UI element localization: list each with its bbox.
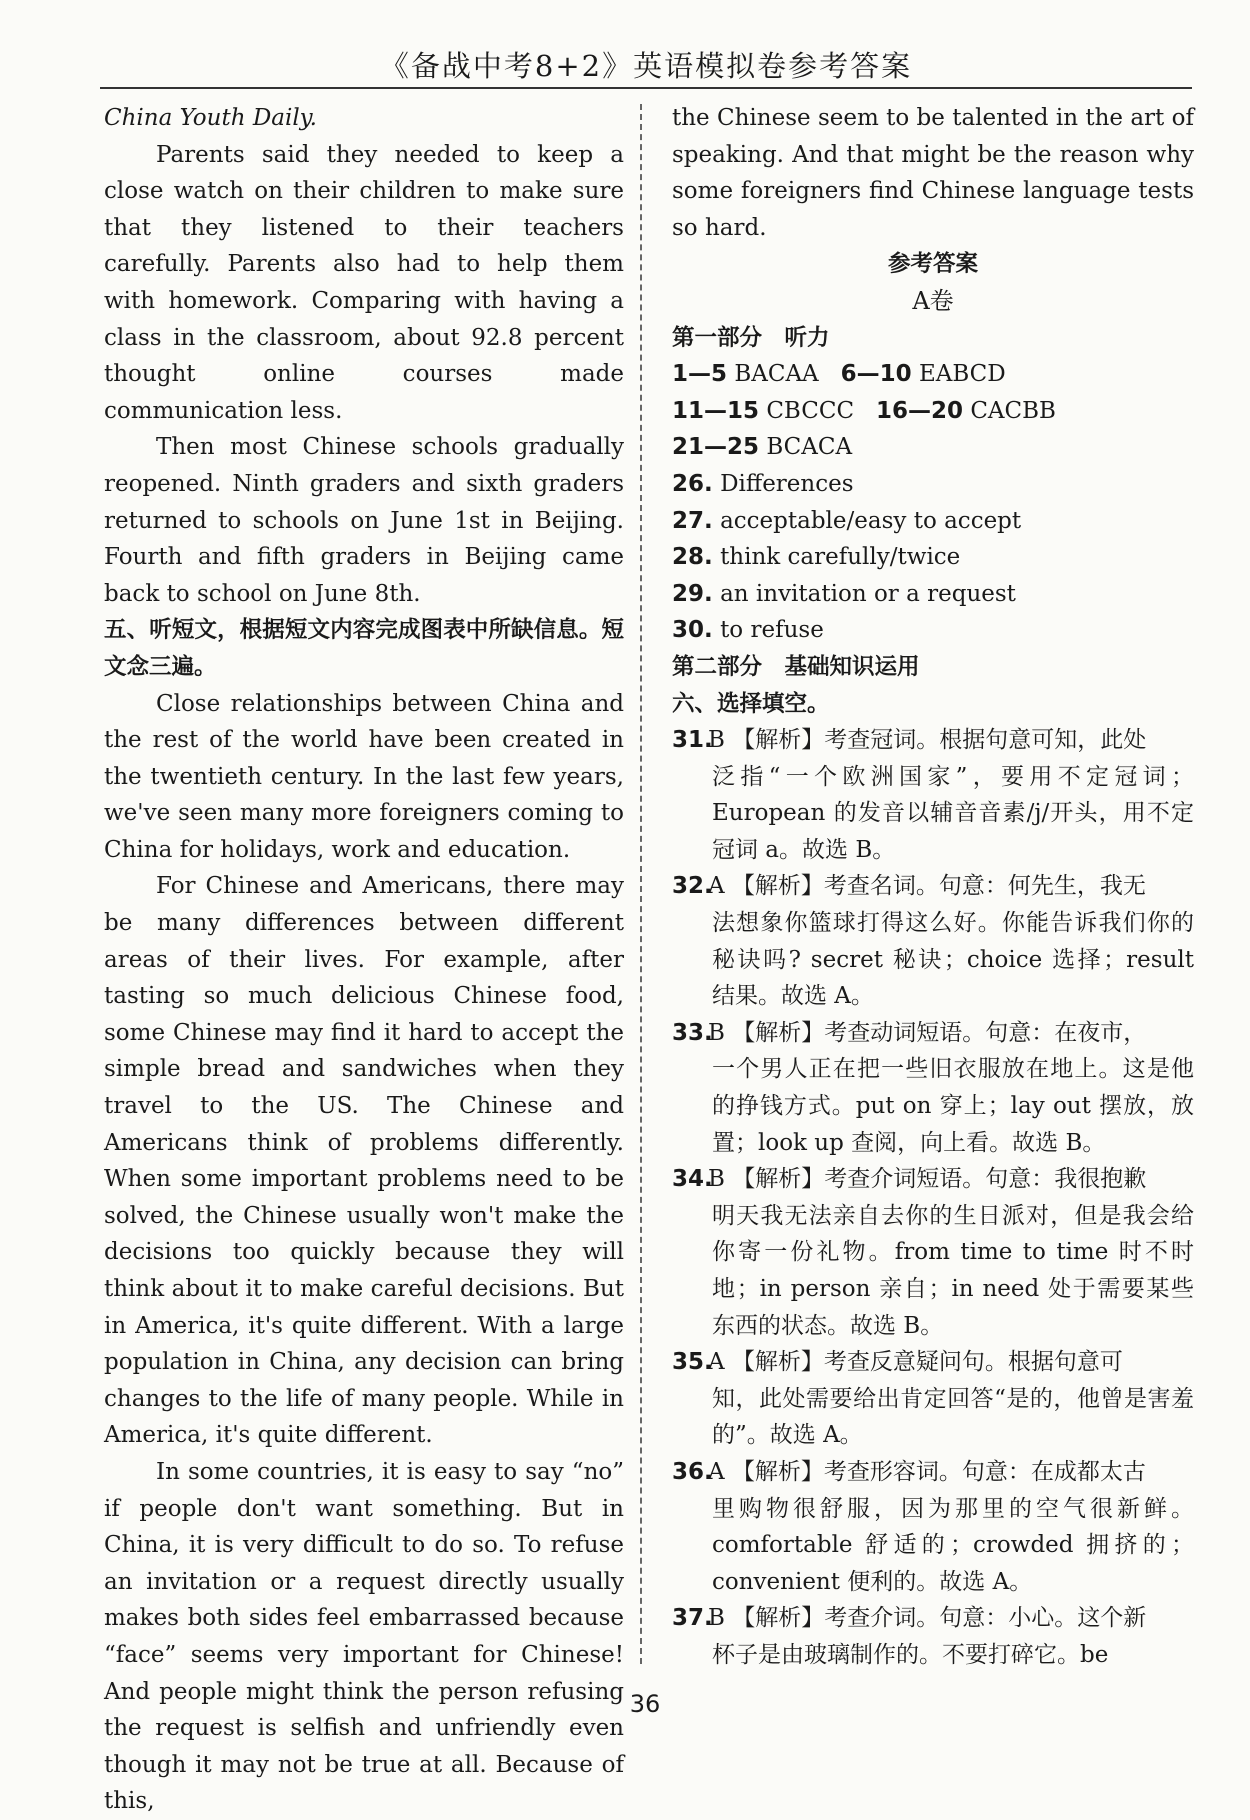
explanation-first-line: A 【解析】考查形容词。句意：在成都太古: [708, 1458, 1146, 1485]
explanation-rest: 明天我无法亲自去你的生日派对，但是我会给你寄一份礼物。from time to time 时不时地；in person 亲自；in need 处于需要某些东西的状态。故选 B。: [712, 1202, 1194, 1339]
listening-answers-row: [672, 393, 1194, 430]
explanation-rest: 里购物很舒服，因为那里的空气很新鲜。comfortable 舒适的；crowded 拥挤的；convenient 便利的。故选 A。: [712, 1495, 1194, 1595]
answer-range: 1—5: [672, 361, 728, 388]
header-rule: [100, 87, 1192, 89]
choice-explanation: [672, 722, 1194, 868]
explanation-first-line: B 【解析】考查介词短语。句意：我很抱歉: [708, 1166, 1147, 1193]
fill-answer: [672, 612, 1194, 649]
answer-letters: EABCD: [918, 361, 1006, 388]
continuation-paragraph: the Chinese seem to be talented in the art of speaking. And that might be the reason why some foreigners find Chinese language tests so hard.: [672, 105, 1194, 241]
left-column: [104, 100, 624, 1820]
fill-answer: [672, 576, 1194, 613]
answer-range: 16—20: [876, 397, 964, 424]
fill-answer: [672, 539, 1194, 576]
part-one-heading: 第一部分 听力: [672, 324, 830, 351]
item-number: 26.: [672, 470, 713, 497]
choice-explanation: [672, 868, 1194, 1014]
item-text: think carefully/twice: [720, 544, 961, 571]
item-number: 36.: [672, 1458, 713, 1485]
item-number: 28.: [672, 544, 713, 571]
choice-explanation: [672, 1600, 1194, 1673]
explanation-rest: 一个男人正在把一些旧衣服放在地上。这是他的挣钱方式。put on 穿上；lay out 摆放，放置；look up 查阅，向上看。故选 B。: [712, 1056, 1194, 1156]
column-divider: [640, 104, 642, 1664]
fill-answer: [672, 503, 1194, 540]
section-five-heading: 五、听短文，根据短文内容完成图表中所缺信息。短文念三遍。: [104, 617, 624, 680]
answer-range: 11—15: [672, 397, 760, 424]
paragraph: In some countries, it is easy to say “no” if people don't want something. But in China, it is very difficult to do so. To refuse an invitation or a request directly usually makes both sides feel embarrassed because “face” seems very important for Chinese! And people might think the person refusing the request is selfish and unfriendly even though it may not be true at all. Because of this,: [104, 1458, 624, 1815]
answer-range: 21—25: [672, 434, 760, 461]
answer-letters: CBCCC: [766, 397, 855, 424]
choice-explanation: [672, 1344, 1194, 1454]
item-number: 29.: [672, 580, 713, 607]
answer-range: 6—10: [840, 361, 912, 388]
item-number: 32.: [672, 873, 713, 900]
answers-title: 参考答案: [887, 251, 978, 278]
explanation-first-line: A 【解析】考查反意疑问句。根据句意可: [708, 1349, 1123, 1376]
answer-letters: CACBB: [970, 397, 1056, 424]
explanation-first-line: B 【解析】考查介词。句意：小心。这个新: [708, 1605, 1147, 1632]
choice-explanation: [672, 1454, 1194, 1600]
explanation-first-line: B 【解析】考查动词短语。句意：在夜市，: [708, 1019, 1147, 1046]
listening-answers-row: [672, 356, 1194, 393]
explanation-rest: 杯子是由玻璃制作的。不要打碎它。be: [712, 1641, 1109, 1668]
item-number: 37.: [672, 1605, 713, 1632]
source-line: China Youth Daily.: [104, 105, 317, 131]
page-header-title: 《备战中考8+2》英语模拟卷参考答案: [379, 49, 913, 83]
item-text: Differences: [720, 470, 854, 497]
listening-answers-row: [672, 429, 1194, 466]
paragraph: Then most Chinese schools gradually reopened. Ninth graders and sixth graders returned to schools on June 1st in Beijing. Fourth and fifth graders in Beijing came back to school on June 8th.: [104, 434, 624, 607]
answer-letters: BACAA: [734, 361, 819, 388]
page-number: 36: [629, 1690, 661, 1718]
item-number: 35.: [672, 1349, 713, 1376]
explanation-rest: 法想象你篮球打得这么好。你能告诉我们你的秘诀吗? secret 秘诀；choice 选择；result 结果。故选 A。: [712, 910, 1194, 1010]
explanation-rest: 知，此处需要给出肯定回答“是的，他曾是害羞的”。故选 A。: [712, 1385, 1194, 1449]
choice-explanation: [672, 1161, 1194, 1344]
fill-answer: [672, 466, 1194, 503]
item-text: acceptable/easy to accept: [720, 507, 1022, 534]
paragraph: Close relationships between China and the rest of the world have been created in the twentieth century. In the last few years, we've seen many more foreigners coming to China for holidays, work and education.: [104, 690, 624, 863]
paragraph: For Chinese and Americans, there may be many differences between different areas of their lives. For example, after tasting so much delicious Chinese food, some Chinese may find it hard to accept the simple bread and sandwiches when they travel to the US. The Chinese and Americans think of problems differently. When some important problems need to be solved, the Chinese usually won't make the decisions too quickly because they will think about it to make careful decisions. But in America, it's quite different. With a large population in China, any decision can bring changes to the life of many people. While in America, it's quite different.: [104, 873, 624, 1449]
volume-label: A卷: [912, 286, 954, 315]
item-number: 31.: [672, 727, 713, 754]
item-text: to refuse: [720, 617, 824, 644]
right-column: [672, 100, 1194, 1674]
item-number: 27.: [672, 507, 713, 534]
explanation-first-line: B 【解析】考查冠词。根据句意可知，此处: [708, 727, 1147, 754]
paragraph: Parents said they needed to keep a close watch on their children to make sure that they listened to their teachers carefully. Parents also had to help them with homework. Comparing with having a class in the classroom, about 92.8 percent thought online courses made communication less.: [104, 141, 624, 424]
answer-letters: BCACA: [766, 434, 853, 461]
choice-explanation: [672, 1015, 1194, 1161]
item-number: 30.: [672, 617, 713, 644]
item-text: an invitation or a request: [720, 580, 1016, 607]
item-number: 34.: [672, 1166, 713, 1193]
explanation-first-line: A 【解析】考查名词。句意：何先生，我无: [708, 873, 1146, 900]
explanation-rest: 泛指“一个欧洲国家”，要用不定冠词；European 的发音以辅音音素/j/开头，用不定冠词 a。故选 B。: [712, 763, 1194, 863]
section-six-heading: 六、选择填空。: [672, 690, 830, 717]
item-number: 33.: [672, 1019, 713, 1046]
part-two-heading: 第二部分 基础知识运用: [672, 653, 920, 680]
